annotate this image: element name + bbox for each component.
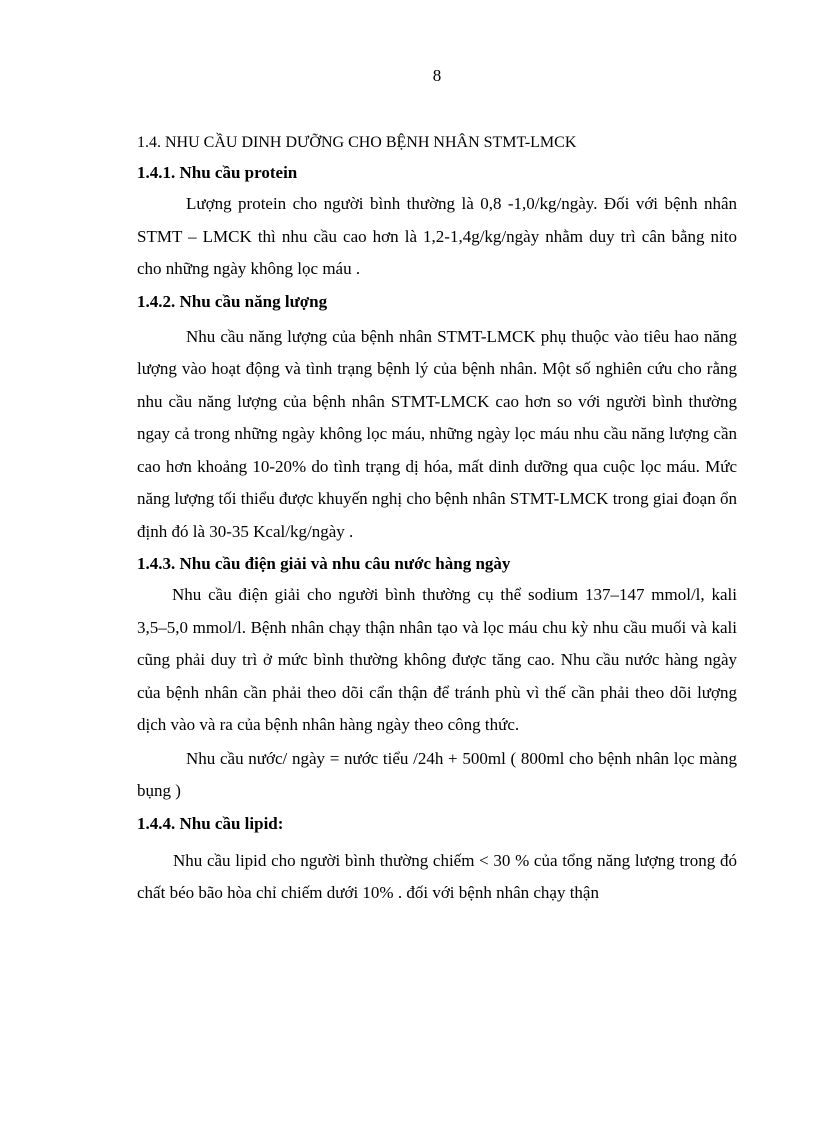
paragraph-electrolytes: Nhu cầu điện giải cho người bình thường cụ thể sodium 137–147 mmol/l, kali 3,5–5,0 mmol/l. Bệnh nhân chạy thận nhân tạo và lọc máu chu kỳ nhu cầu muối và kali cũng phải duy trì ở mức bình thường không được tăng cao. Nhu cầu nước hàng ngày của bệnh nhân cần phải theo dõi cẩn thận để tránh phù vì thế cần phải theo dõi lượng dịch vào và ra của bệnh nhân hàng ngày theo công thức. — [137, 585, 737, 734]
paragraph-protein: Lượng protein cho người bình thường là 0,8 -1,0/kg/ngày. Đối với bệnh nhân STMT – LMCK thì nhu cầu cao hơn là 1,2-1,4g/kg/ngày nhằm duy trì cân bằng nito cho những ngày không lọc máu . — [137, 194, 737, 278]
subsection-heading-lipid: 1.4.4. Nhu cầu lipid: — [137, 813, 284, 833]
paragraph-water-formula: Nhu cầu nước/ ngày = nước tiểu /24h + 500ml ( 800ml cho bệnh nhân lọc màng bụng ) — [137, 748, 737, 800]
subsection-heading-energy: 1.4.2. Nhu cầu năng lượng — [137, 291, 328, 311]
subsection-heading-protein: 1.4.1. Nhu cầu protein — [137, 163, 298, 182]
section-title: 1.4. NHU CẦU DINH DƯỠNG CHO BỆNH NHÂN STMT-LMCK — [137, 134, 577, 151]
paragraph-lipid: Nhu cầu lipid cho người bình thường chiếm < 30 % của tổng năng lượng trong đó chất béo bão hòa chỉ chiếm dưới 10% . đối với bệnh nhân chạy thận — [137, 850, 737, 902]
paragraph-energy: Nhu cầu năng lượng của bệnh nhân STMT-LMCK phụ thuộc vào tiêu hao năng lượng vào hoạt động và tình trạng bệnh lý của bệnh nhân. Một số nghiên cứu cho rằng nhu cầu năng lượng của bệnh nhân STMT-LMCK cao hơn so với người bình thường ngay cả trong những ngày không lọc máu, những ngày lọc máu nhu cầu năng lượng cần cao hơn khoảng 10-20% do tình trạng dị hóa, mất dinh dưỡng qua cuộc lọc máu. Mức năng lượng tối thiểu được khuyến nghị cho bệnh nhân STMT-LMCK trong giai đoạn ổn định đó là 30-35 Kcal/kg/ngày . — [137, 326, 737, 541]
page-content — [137, 130, 737, 910]
page-number: 8 — [432, 66, 442, 85]
subsection-heading-electrolytes: 1.4.3. Nhu cầu điện giải và nhu câu nước hàng ngày — [137, 554, 511, 573]
